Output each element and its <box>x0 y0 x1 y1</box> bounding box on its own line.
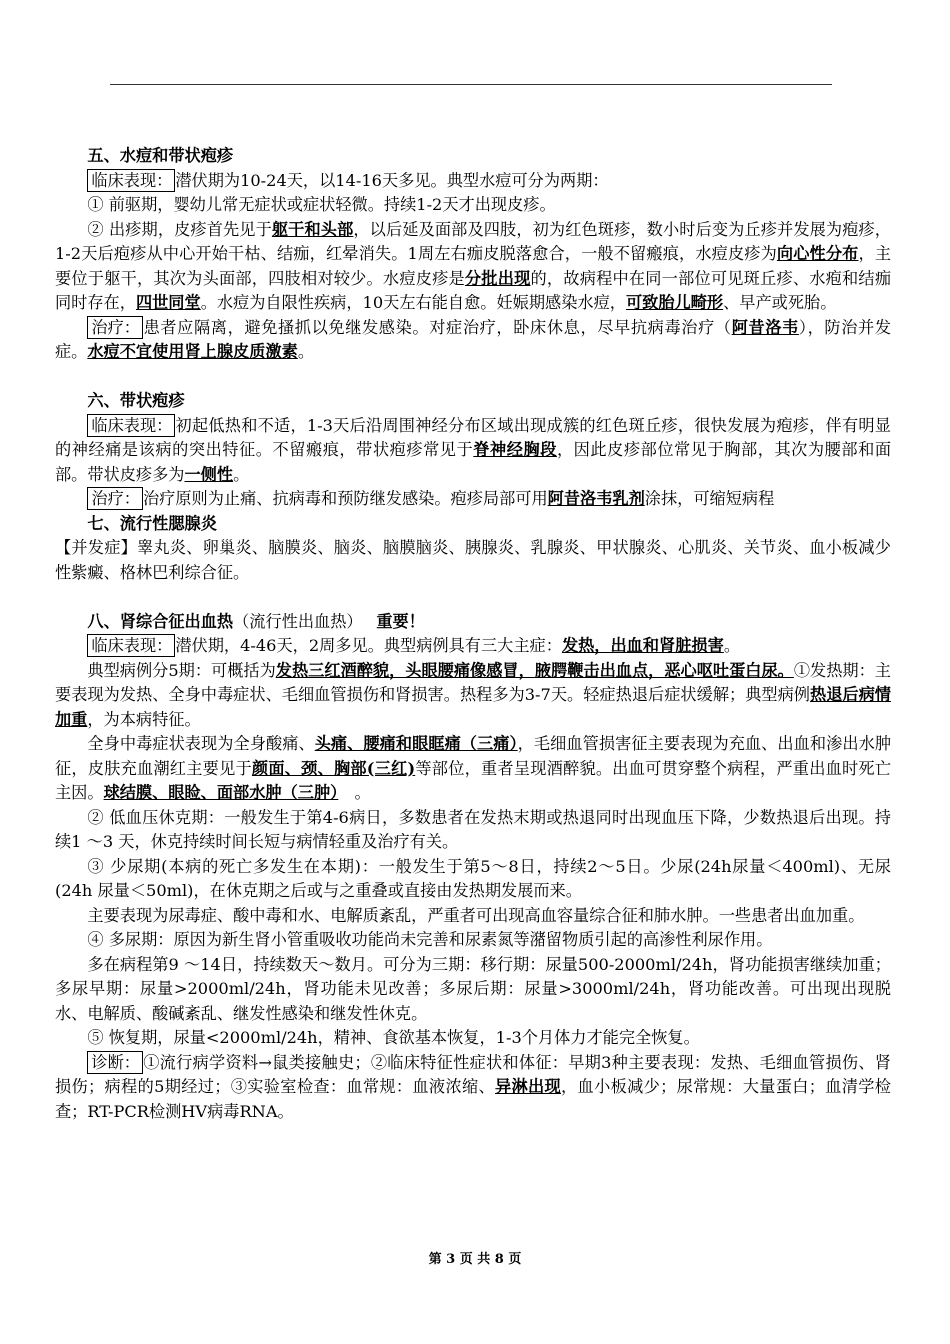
s5-prodromal: ① 前驱期，婴幼儿常无症状或症状轻微。持续1-2天才出现皮疹。 <box>87 195 556 214</box>
s5-clinical: 临床表现： 潜伏期为10-24天，以14-16天多见。典型水痘可分为两期： <box>55 169 891 194</box>
treatment-label: 治疗： <box>87 487 143 510</box>
s8-five-stages: 典型病例分5期：可概括为发热三红酒醉貌，头眼腰痛像感冒，腋腭鞭击出血点，恶心呕吐蛋白尿。①发热期：主要表现为发热、全身中毒症状、毛细血管损伤和肾损害。热程多为3-7天。轻症热退后症状缓解；典型病例热退后病情加重，为本病特征。 <box>55 660 891 729</box>
s8-polyuria-detail: 多在病程第9 ～14日，持续数天～数月。可分为三期：移行期：尿量500-2000ml/24h，肾功能损害继续加重；多尿早期：尿量>2000ml/24h，肾功能未见改善；多尿后期：尿量>3000ml/24h，肾功能改善。可出现出现脱水、电解质、酸碱紊乱、继发性感染和继发性休克。 <box>55 954 891 1023</box>
s8-polyuria: ④ 多尿期：原因为新生肾小管重吸收功能尚未完善和尿素氮等潴留物质引起的高渗性利尿作用。 <box>87 930 773 949</box>
s5-treatment: 治疗： 患者应隔离，避免搔抓以免继发感染。对症治疗，卧床休息，尽早抗病毒治疗（阿昔洛韦），防治并发症。水痘不宜使用肾上腺皮质激素。 <box>55 317 892 361</box>
s8-recovery: ⑤ 恢复期，尿量<2000ml/24h，精神、食欲基本恢复，1-3个月体力才能完全恢复。 <box>87 1028 700 1047</box>
s7-complications: 【并发症】睾丸炎、卵巢炎、脑膜炎、脑炎、脑膜脑炎、胰腺炎、乳腺炎、甲状腺炎、心肌炎、关节炎、血小板减少性紫癜、格林巴利综合征。 <box>55 538 891 582</box>
s5-eruption: ② 出疹期，皮疹首先见于躯干和头部，以后延及面部及四肢，初为红色斑疹，数小时后变为丘疹并发展为疱疹，1-2天后疱疹从中心开始干枯、结痂，红晕消失。1周左右痂皮脱落愈合，一般不留瘢痕，水痘皮疹为向心性分布，主要位于躯干，其次为头面部，四肢相对较少。水痘皮疹是分批出现的，故病程中在同一部位可见斑丘疹、水疱和结痂同时存在，四世同堂。水痘为自限性疾病，10天左右能自愈。妊娠期感染水痘，可致胎儿畸形、早产或死胎。 <box>55 219 892 312</box>
section-7-title: 七、流行性腮腺炎 <box>87 513 217 533</box>
clinical-label: 临床表现： <box>87 169 175 192</box>
document-body <box>55 144 891 1124</box>
treatment-label: 治疗： <box>87 316 143 339</box>
header-rule <box>110 84 832 85</box>
important-mark: 重要！ <box>376 611 425 631</box>
s8-oliguria-detail: 主要表现为尿毒症、酸中毒和水、电解质紊乱，严重者可出现高血容量综合征和肺水肿。一些患者出血加重。 <box>87 905 865 925</box>
s8-clinical: 临床表现： 潜伏期，4-46天，2周多见。典型病例具有三大主症：发热，出血和肾脏损害。 <box>55 634 891 659</box>
s8-systemic: 全身中毒症状表现为全身酸痛、头痛、腰痛和眼眶痛（三痛），毛细血管损害征主要表现为充血、出血和渗出水肿征，皮肤充血潮红主要见于颜面、颈、胸部(三红)等部位，重者呈现酒醉貌。出血可贯穿整个病程，严重出血时死亡主因。球结膜、眼睑、面部水肿（三肿） 。 <box>55 734 892 802</box>
section-8-title: 八、肾综合征出血热（流行性出血热） 重要！ <box>87 611 425 631</box>
section-6-title: 六、带状疱疹 <box>87 391 185 410</box>
page-number: 第 3 页 共 8 页 <box>428 1252 522 1267</box>
clinical-label: 临床表现： <box>87 414 175 437</box>
s8-oliguria: ③ 少尿期(本病的死亡多发生在本期)：一般发生于第5～8日，持续2～5日。少尿(24h尿量＜400ml)、无尿(24h 尿量＜50ml)，在休克期之后或与之重叠或直接由发热期发展而来。 <box>55 856 891 900</box>
s6-clinical: 临床表现： 初起低热和不适，1-3天后沿周围神经分布区域出现成簇的红色斑丘疹，很快发展为疱疹，伴有明显的神经痛是该病的突出特征。不留瘢痕，带状疱疹常见于脊神经胸段，因此皮疹部位常见于胸部，其次为腰部和面部。带状皮疹多为一侧性。 <box>55 415 892 484</box>
diagnosis-label: 诊断： <box>87 1051 143 1074</box>
s8-shock: ② 低血压休克期：一般发生于第4-6病日，多数患者在发热末期或热退同时出现血压下降，少数热退后出现。持续1 ～3 天，休克持续时间长短与病情轻重及治疗有关。 <box>55 807 891 851</box>
clinical-label: 临床表现： <box>87 634 175 657</box>
section-5-title: 五、水痘和带状疱疹 <box>87 146 234 165</box>
s6-treatment: 治疗： 治疗原则为止痛、抗病毒和预防继发感染。疱疹局部可用阿昔洛韦乳剂涂抹，可缩短病程 <box>55 487 891 512</box>
s8-diagnosis: 诊断： ①流行病学资料→鼠类接触史；②临床特征性症状和体征：早期3种主要表现：发热、毛细血管损伤、肾损伤；病程的5期经过；③实验室检查：血常规：血液浓缩、异淋出现，血小板减少；尿常规：大量蛋白；血清学检查；RT-PCR检测HV病毒RNA。 <box>55 1052 891 1121</box>
